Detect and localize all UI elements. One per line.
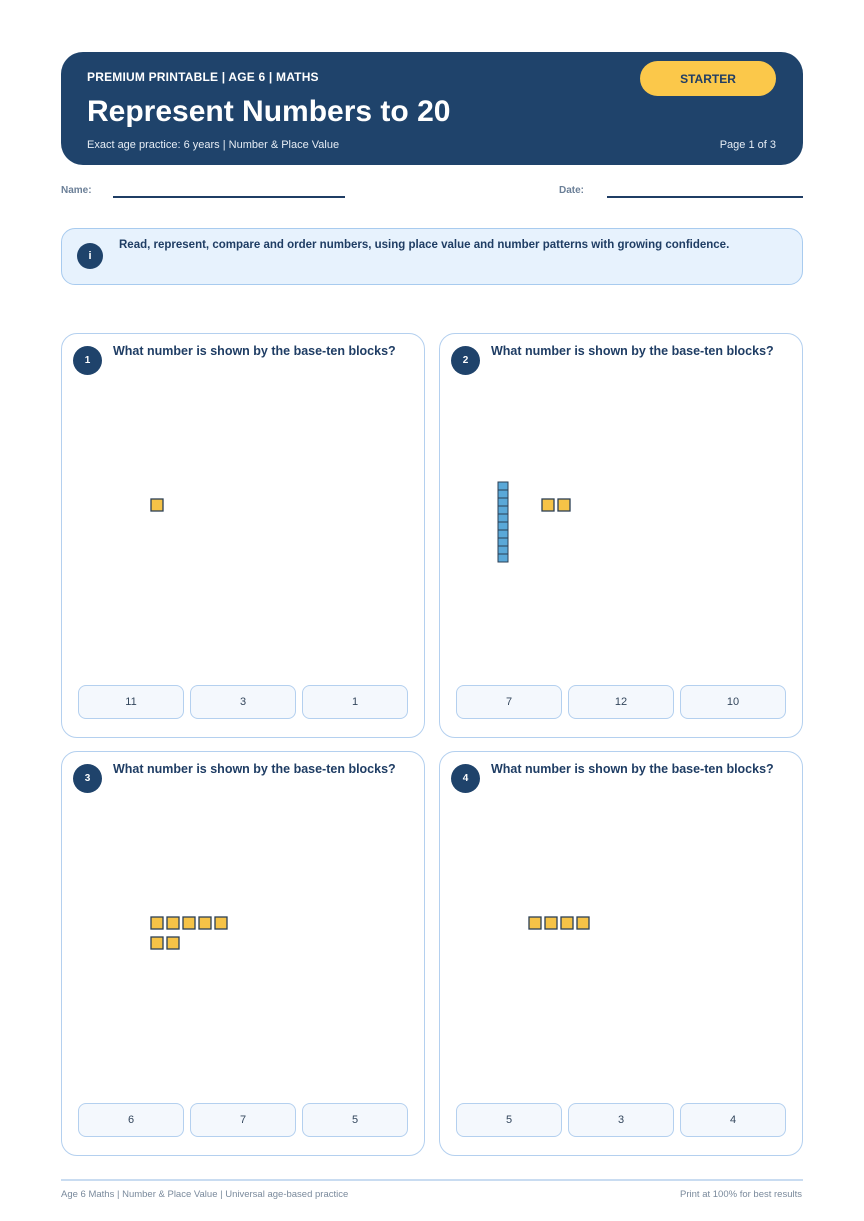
tens-rod-unit xyxy=(498,482,508,490)
ones-cube xyxy=(561,917,573,929)
ones-cube xyxy=(545,917,557,929)
question-card xyxy=(61,751,425,1156)
answer-options xyxy=(78,1103,410,1137)
answer-option[interactable]: 5 xyxy=(456,1103,562,1137)
base-ten-blocks xyxy=(440,752,804,1092)
tens-rod-unit xyxy=(498,546,508,554)
answer-option[interactable]: 10 xyxy=(680,685,786,719)
ones-cube xyxy=(558,499,570,511)
name-line[interactable] xyxy=(113,196,345,198)
question-number: 1 xyxy=(73,346,102,375)
ones-cube xyxy=(151,917,163,929)
header-subtitle: Exact age practice: 6 years | Number & Place Value xyxy=(87,139,340,151)
objective-box xyxy=(61,228,803,285)
ones-cube xyxy=(183,917,195,929)
ones-cube xyxy=(151,499,163,511)
question-prompt: What number is shown by the base-ten blocks? xyxy=(113,344,396,358)
page-title: Represent Numbers to 20 xyxy=(87,95,451,128)
page-number: Page 1 of 3 xyxy=(719,139,776,151)
tens-rod-unit xyxy=(498,490,508,498)
ones-cube xyxy=(215,917,227,929)
tens-rod-unit xyxy=(498,554,508,562)
question-card xyxy=(439,333,803,738)
base-ten-blocks xyxy=(440,334,804,674)
question-prompt: What number is shown by the base-ten blocks? xyxy=(491,762,774,776)
answer-option[interactable]: 12 xyxy=(568,685,674,719)
answer-option[interactable]: 4 xyxy=(680,1103,786,1137)
ones-cube xyxy=(167,917,179,929)
answer-options xyxy=(456,1103,788,1137)
question-number: 3 xyxy=(73,764,102,793)
date-line[interactable] xyxy=(607,196,803,198)
objective-text: Read, represent, compare and order numbers, using place value and number patterns with growing confidence. xyxy=(119,239,730,251)
question-prompt: What number is shown by the base-ten blocks? xyxy=(113,762,396,776)
question-number: 4 xyxy=(451,764,480,793)
date-label: Date: xyxy=(559,185,585,196)
answer-option[interactable]: 3 xyxy=(568,1103,674,1137)
ones-cube xyxy=(151,937,163,949)
tens-rod-unit xyxy=(498,514,508,522)
print-hint: Print at 100% for best results xyxy=(680,1189,802,1200)
answer-options xyxy=(78,685,410,719)
tens-rod-unit xyxy=(498,530,508,538)
tens-rod-unit xyxy=(498,498,508,506)
question-number: 2 xyxy=(451,346,480,375)
answer-options xyxy=(456,685,788,719)
ones-cube xyxy=(167,937,179,949)
answer-option[interactable]: 7 xyxy=(190,1103,296,1137)
answer-option[interactable]: 5 xyxy=(302,1103,408,1137)
ones-cube xyxy=(199,917,211,929)
answer-option[interactable]: 11 xyxy=(78,685,184,719)
ones-cube xyxy=(542,499,554,511)
question-prompt: What number is shown by the base-ten blocks? xyxy=(491,344,774,358)
question-card xyxy=(439,751,803,1156)
worksheet-header xyxy=(61,52,803,165)
base-ten-blocks xyxy=(62,334,426,674)
ones-cube xyxy=(529,917,541,929)
base-ten-blocks xyxy=(62,752,426,1092)
tens-rod-unit xyxy=(498,506,508,514)
footer-caption: Age 6 Maths | Number & Place Value | Universal age-based practice xyxy=(61,1189,349,1200)
ones-cube xyxy=(577,917,589,929)
footer-divider xyxy=(61,1179,803,1181)
answer-option[interactable]: 6 xyxy=(78,1103,184,1137)
answer-option[interactable]: 7 xyxy=(456,685,562,719)
answer-option[interactable]: 1 xyxy=(302,685,408,719)
header-eyebrow: PREMIUM PRINTABLE | AGE 6 | MATHS xyxy=(87,70,319,84)
info-icon: i xyxy=(77,243,103,269)
tens-rod-unit xyxy=(498,522,508,530)
level-badge: STARTER xyxy=(640,61,776,96)
name-label: Name: xyxy=(61,185,92,196)
tens-rod-unit xyxy=(498,538,508,546)
question-card xyxy=(61,333,425,738)
tens-rod xyxy=(498,482,508,562)
answer-option[interactable]: 3 xyxy=(190,685,296,719)
